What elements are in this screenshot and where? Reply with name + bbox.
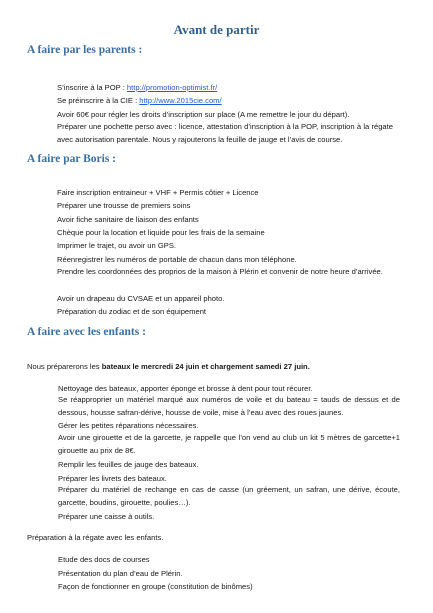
boris-item: Avoir fiche sanitaire de liaison des enfants — [57, 215, 199, 224]
enfants-item: Préparer une caisse à outils. — [58, 512, 155, 521]
parents-item: Préparer une pochette perso avec : licence, attestation d’inscription à la POP, inscription à la régate avec autorisation parentale. Nous y rajouterons la feuille de jauge et l’avis de course. — [57, 122, 393, 144]
pop-prefix: S’inscrire à la POP : — [57, 83, 127, 92]
regate-intro: Préparation à la régate avec les enfants. — [27, 533, 164, 542]
intro-bold-date: bateaux le mercredi — [101, 362, 174, 371]
cie-prefix: Se préinscrire à la CIE : — [57, 96, 140, 105]
heading-enfants: A faire avec les enfants : — [27, 326, 146, 338]
enfants-item: Remplir les feuilles de jauge des bateaux. — [58, 460, 199, 469]
enfants-intro — [27, 362, 310, 372]
boris-item: Chèque pour la location et liquide pour les frais de la semaine — [57, 228, 265, 237]
boris-item: Préparer une trousse de premiers soins — [57, 201, 191, 210]
pop-link[interactable]: http://promotion-optimist.fr/ — [126, 83, 218, 92]
intro-text: Nous préparerons les — [27, 362, 102, 371]
boris-item: Réenregistrer les numéros de portable de chacun dans mon téléphone. — [57, 255, 297, 264]
pop-line — [57, 83, 217, 93]
boris-item: Préparation du zodiac et de son équipement — [57, 307, 207, 316]
boris-item: Faire inscription entraineur + VHF + Permis côtier + Licence — [57, 188, 259, 197]
enfants-item: Nettoyage des bateaux, apporter éponge et brosse à dent pour tout récurer. — [58, 384, 313, 393]
enfants-item: Préparer du matériel de rechange en cas de casse (un gréement, un safran, une dérive, écoute, garcette, boudins, girouette, poulies…). — [58, 485, 400, 507]
enfants-item: Gérer les petites réparations nécessaires. — [58, 421, 199, 430]
regate-item: Etude des docs de courses — [58, 555, 150, 564]
intro-bold-date2: 24 juin et chargement samedi 27 juin. — [175, 362, 310, 371]
page-title: Avant de partir — [173, 22, 260, 37]
regate-item: Présentation du plan d’eau de Plérin. — [58, 569, 183, 578]
heading-parents: A faire par les parents : — [27, 44, 143, 56]
boris-item: Imprimer le trajet, ou avoir un GPS. — [57, 241, 177, 250]
boris-item: Avoir un drapeau du CVSAE et un appareil photo. — [57, 294, 225, 303]
cie-line — [57, 96, 222, 106]
boris-item: Prendre les coordonnées des proprios de la maison à Plérin et convenir de notre heure d’arrivée. — [57, 267, 383, 276]
enfants-item: Préparer les livrets des bateaux. — [58, 474, 167, 483]
parents-item: Avoir 60€ pour régler les droits d’inscription sur place (A me remettre le jour du départ). — [57, 110, 350, 119]
regate-item: Façon de fonctionner en groupe (constitution de binômes) — [58, 582, 253, 591]
enfants-item: Se réapproprier un matériel marqué aux numéros de voile et du bateau = tauds de dessus et de dessous, housse safran-dérive, housse de voile, mise à l’eau avec des roues jaunes. — [58, 395, 400, 417]
cie-link[interactable]: http://www.2015cie.com/ — [139, 96, 222, 105]
heading-boris: A faire par Boris : — [27, 153, 117, 165]
enfants-item: Avoir une girouette et de la garcette, je rappelle que l’on vend au club un kit 5 mètres de garcette+1 girouette au prix de 8€. — [58, 433, 400, 455]
